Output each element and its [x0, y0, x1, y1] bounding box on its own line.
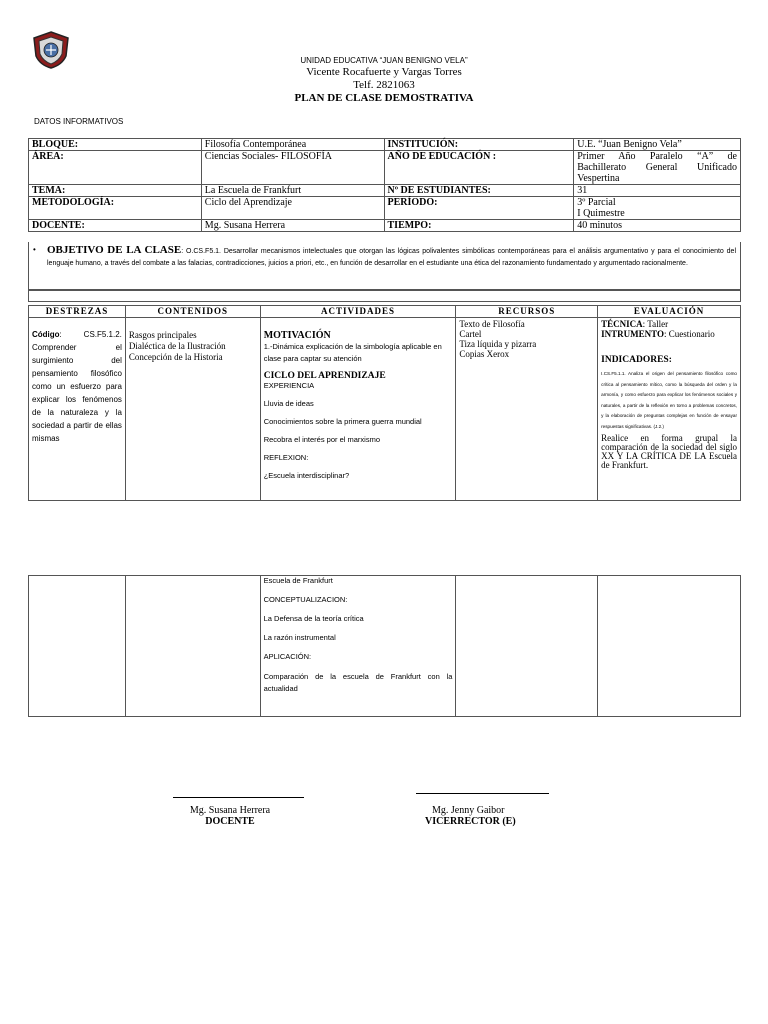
continuation-row — [29, 576, 741, 717]
objetivo-box — [28, 242, 741, 290]
cont-actividades-cell — [260, 576, 456, 717]
aplicacion-label: APLICACIÓN: — [263, 652, 312, 661]
metodologia-label: METODOLOGÍA: — [29, 197, 202, 220]
contenido-item: Concepción de la Historia — [128, 352, 223, 362]
motivacion-label: MOTIVACIÓN — [263, 330, 331, 341]
cont-destrezas-cell — [29, 576, 126, 717]
bullet-icon: • — [33, 245, 36, 254]
school-name: UNIDAD EDUCATIVA “JUAN BENIGNO VELA” — [300, 56, 468, 65]
conceptualizacion-label: CONCEPTUALIZACION: — [263, 595, 348, 604]
row-tema — [29, 185, 741, 197]
contenido-item: Dialéctica de la Ilustración — [128, 341, 226, 351]
estudiantes-label: Nº DE ESTUDIANTES: — [384, 185, 574, 197]
signature-right-name: Mg. Jenny Gaibor — [432, 805, 505, 816]
instrumento-value: : Cuestionario — [663, 329, 715, 339]
razon-text: La razón instrumental — [263, 633, 336, 642]
indicadores-label: INDICADORES: — [601, 355, 672, 365]
plan-content-row — [29, 318, 741, 501]
defensa-text: La Defensa de la teoría crítica — [263, 614, 364, 623]
school-phone: Telf. 2821063 — [353, 79, 415, 91]
docente-label: DOCENTE: — [29, 220, 202, 232]
instrumento-line — [601, 329, 737, 339]
periodo-quimestre: I Quimestre — [577, 208, 625, 219]
cont-contenidos-cell — [125, 576, 260, 717]
tema-value: La Escuela de Frankfurt — [201, 185, 384, 197]
periodo-value — [574, 197, 741, 220]
institucion-value: U.E. “Juan Benigno Vela” — [574, 139, 741, 151]
area-value: Ciencias Sociales- FILOSOFÍA — [201, 151, 384, 185]
indicadores-text: I.CS.F5.1.1. Analiza el origen del pensamiento filosófico como crítica al pensamiento mítico, como la búsqueda del orden y la armonía, y como esfuerzo para explicar los fenómenos sociales y naturales, a partir de la reflexión en torno a problemas concretos, y la elaboración de preguntas complejas en función de ensayar respuestas significativas. (J.2.) — [601, 371, 737, 429]
anio-value: Primer Año Paralelo “A” de Bachillerato General Unificado Vespertina — [574, 151, 741, 185]
recurso-item: Copias Xerox — [459, 349, 510, 359]
signature-left-name: Mg. Susana Herrera — [189, 805, 271, 816]
tecnica-line — [601, 319, 737, 329]
plan-header-row — [29, 306, 741, 318]
recurso-item: Cartel — [459, 329, 482, 339]
estudiantes-value: 31 — [574, 185, 741, 197]
codigo-label: Código — [32, 330, 60, 339]
signature-line-left — [173, 797, 304, 798]
tecnica-value: : Taller — [642, 319, 669, 329]
recurso-item: Texto de Filosofía — [459, 319, 525, 329]
header-destrezas: DESTREZAS — [29, 306, 126, 318]
signature-right-role: VICERRECTOR (E) — [425, 816, 516, 827]
contenidos-cell — [125, 318, 260, 501]
contenido-item: Rasgos principales — [128, 330, 197, 340]
header-contenidos: CONTENIDOS — [125, 306, 260, 318]
indicadores-text-label: INDICADORES — [601, 355, 669, 365]
pregunta-text: ¿Escuela interdisciplinar? — [263, 471, 350, 480]
tiempo-label: TIEMPO: — [384, 220, 574, 232]
header-recursos: RECURSOS — [456, 306, 598, 318]
comparacion-text: Comparación de la escuela de Frankfurt con la actualidad — [263, 672, 453, 693]
objetivo-text-block — [47, 244, 736, 270]
objetivo-text: : O.CS.F5.1. Desarrollar mecanismos intelectuales que otorgan las lógicas polivalentes simbólicas contemporáneas para el análisis argumentativo y para el conocimiento del lenguaje humano, a través del combate a las falacias, contradicciones, juicios a priori, etc., en función de desarrollar en el estudiante una ética del razonamiento fundamentado y argumentado racionalmente. — [47, 248, 736, 267]
info-table — [28, 138, 741, 232]
recursos-cell — [456, 318, 598, 501]
actividades-cell — [260, 318, 456, 501]
blank-row — [28, 290, 741, 302]
recobra-text: Recobra el interés por el marxismo — [263, 435, 381, 444]
plan-table — [28, 305, 741, 501]
page-title: PLAN DE CLASE DEMOSTRATIVA — [294, 92, 474, 104]
row-metodologia — [29, 197, 741, 220]
evaluacion-actividad: Realice en forma grupal la comparación de la sociedad del siglo XX Y LA CRÍTICA DE LA Escuela de Frankfurt. — [601, 433, 737, 470]
destrezas-cell — [29, 318, 126, 501]
signature-left-role: DOCENTE — [205, 816, 255, 827]
datos-label: DATOS INFORMATIVOS — [34, 117, 124, 126]
institucion-label: INSTITUCIÓN: — [384, 139, 574, 151]
conocimientos-text: Conocimientos sobre la primera guerra mundial — [263, 417, 422, 426]
tiempo-value: 40 minutos — [574, 220, 741, 232]
dinamica-text: 1.-Dinámica explicación de la simbología aplicable en clase para captar su atención — [263, 342, 442, 363]
recurso-item: Tiza líquida y pizarra — [459, 339, 537, 349]
ciclo-label: CICLO DEL APRENDIZAJE — [263, 371, 386, 381]
row-bloque — [29, 139, 741, 151]
periodo-label: PERÍODO: — [384, 197, 574, 220]
objetivo-title: OBJETIVO DE LA CLASE — [47, 244, 182, 256]
tecnica-label: TÉCNICA — [601, 319, 643, 329]
lluvia-text: Lluvia de ideas — [263, 399, 314, 408]
experiencia-label: EXPERIENCIA — [263, 381, 315, 390]
reflexion-label: REFLEXION: — [263, 453, 309, 462]
bloque-value: Filosofía Contemporánea — [201, 139, 384, 151]
instrumento-label: INTRUMENTO — [601, 329, 664, 339]
plan-table-continuation — [28, 575, 741, 717]
bloque-label: BLOQUE: — [29, 139, 202, 151]
evaluacion-cell — [598, 318, 741, 501]
area-label: ÁREA: — [29, 151, 202, 185]
signature-line-right — [416, 793, 549, 794]
row-docente — [29, 220, 741, 232]
school-address: Vicente Rocafuerte y Vargas Torres — [306, 66, 462, 78]
cont-evaluacion-cell — [598, 576, 741, 717]
tema-label: TEMA: — [29, 185, 202, 197]
header-actividades: ACTIVIDADES — [260, 306, 456, 318]
header-evaluacion: EVALUACIÓN — [598, 306, 741, 318]
anio-label: AÑO DE EDUCACIÓN : — [384, 151, 574, 185]
periodo-parcial: 3º Parcial — [577, 197, 616, 208]
metodologia-value: Ciclo del Aprendizaje — [201, 197, 384, 220]
docente-value: Mg. Susana Herrera — [201, 220, 384, 232]
row-area — [29, 151, 741, 185]
escuela-text: Escuela de Frankfurt — [263, 576, 333, 585]
destrezas-text: : CS.F5.1.2. Comprender el surgimiento del pensamiento filosófico como un esfuerzo para explicar los fenómenos de la naturaleza y la sociedad a partir de ellas mismas — [32, 330, 122, 443]
cont-recursos-cell — [456, 576, 598, 717]
